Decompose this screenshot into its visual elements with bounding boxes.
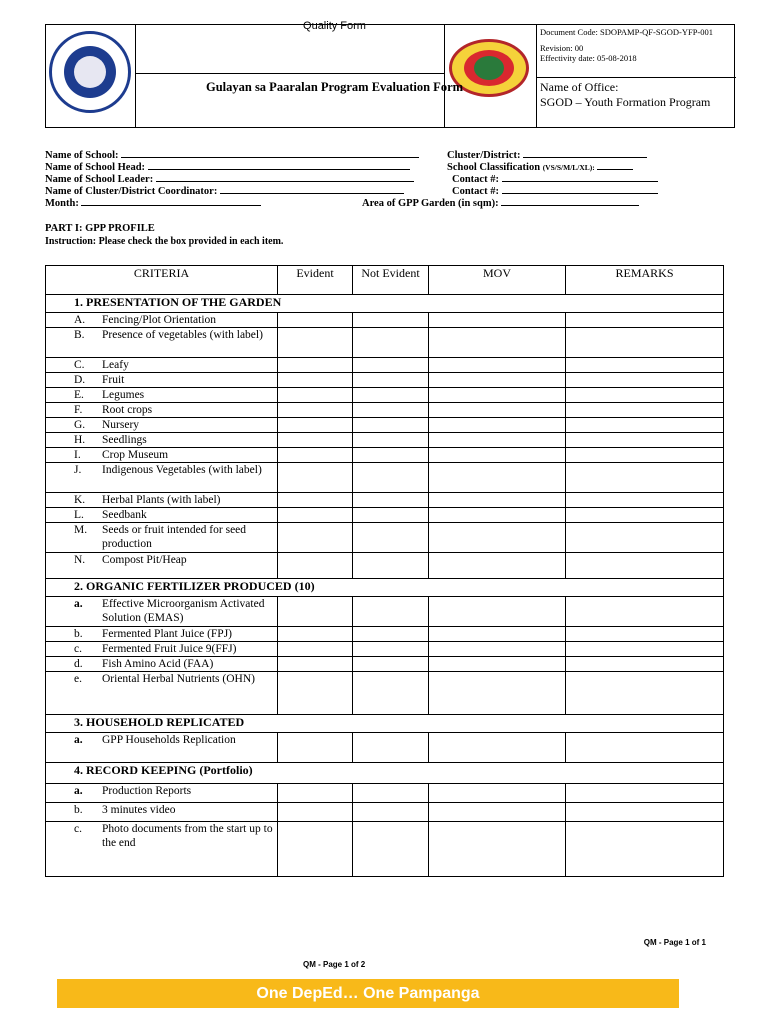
item-letter: a.: [74, 785, 83, 797]
part1-title: PART I: GPP PROFILE: [45, 223, 155, 234]
mov-cell[interactable]: [429, 733, 566, 763]
page-number-right: QM - Page 1 of 1: [643, 938, 706, 947]
not-evident-checkbox-cell[interactable]: [353, 463, 429, 493]
evident-checkbox-cell[interactable]: [278, 657, 353, 672]
table-row: [46, 642, 724, 657]
item-text: Legumes: [102, 389, 145, 401]
table-row: [46, 418, 724, 433]
header-criteria: CRITERIA: [46, 266, 278, 295]
table-row: [46, 627, 724, 642]
table-row: [46, 463, 724, 493]
evident-checkbox-cell[interactable]: [278, 328, 353, 358]
table-body: [46, 295, 724, 877]
criteria-cell: [46, 784, 278, 803]
remarks-cell[interactable]: [566, 388, 724, 403]
section-title: 2. ORGANIC FERTILIZER PRODUCED (10): [46, 579, 724, 597]
mov-cell[interactable]: [429, 642, 566, 657]
table-row: [46, 733, 724, 763]
remarks-cell[interactable]: [566, 418, 724, 433]
mov-cell[interactable]: [429, 508, 566, 523]
criteria-cell: [46, 358, 278, 373]
item-letter: c.: [74, 823, 82, 835]
item-letter: b.: [74, 804, 83, 816]
criteria-cell: [46, 672, 278, 715]
form-title: Gulayan sa Paaralan Program Evaluation Form: [205, 80, 464, 94]
school-leader-field[interactable]: Name of School Leader:: [45, 172, 414, 186]
evident-checkbox-cell[interactable]: [278, 553, 353, 579]
item-text: Oriental Herbal Nutrients (OHN): [102, 673, 255, 685]
remarks-cell[interactable]: [566, 493, 724, 508]
remarks-cell[interactable]: [566, 733, 724, 763]
evident-checkbox-cell[interactable]: [278, 373, 353, 388]
mov-cell[interactable]: [429, 433, 566, 448]
garden-area-field[interactable]: Area of GPP Garden (in sqm):: [362, 196, 639, 210]
item-letter: B.: [74, 329, 85, 341]
remarks-cell[interactable]: [566, 523, 724, 553]
quality-form-label: Quality Form: [303, 20, 366, 32]
table-row: [46, 822, 724, 877]
evident-checkbox-cell[interactable]: [278, 403, 353, 418]
evident-checkbox-cell[interactable]: [278, 822, 353, 877]
not-evident-checkbox-cell[interactable]: [353, 373, 429, 388]
item-text: Herbal Plants (with label): [102, 494, 221, 506]
table-row: [46, 433, 724, 448]
remarks-cell[interactable]: [566, 328, 724, 358]
item-letter: c.: [74, 643, 82, 655]
header-evident: Evident: [278, 266, 353, 295]
section-title: 4. RECORD KEEPING (Portfolio): [46, 763, 724, 784]
mov-cell[interactable]: [429, 328, 566, 358]
item-text: Seeds or fruit intended for seed production: [102, 524, 247, 550]
table-row: [46, 358, 724, 373]
section-title: 3. HOUSEHOLD REPLICATED: [46, 715, 724, 733]
table-row: [46, 313, 724, 328]
table-row: [46, 388, 724, 403]
criteria-cell: [46, 448, 278, 463]
evident-checkbox-cell[interactable]: [278, 313, 353, 328]
remarks-cell[interactable]: [566, 403, 724, 418]
evident-checkbox-cell[interactable]: [278, 463, 353, 493]
table-row: [46, 784, 724, 803]
not-evident-checkbox-cell[interactable]: [353, 672, 429, 715]
evident-checkbox-cell[interactable]: [278, 433, 353, 448]
criteria-cell: [46, 642, 278, 657]
item-letter: C.: [74, 359, 85, 371]
item-letter: a.: [74, 598, 83, 610]
footer-banner: One DepEd… One Pampanga: [57, 979, 679, 1008]
item-letter: I.: [74, 449, 81, 461]
evident-checkbox-cell[interactable]: [278, 672, 353, 715]
mov-cell[interactable]: [429, 784, 566, 803]
criteria-cell: [46, 373, 278, 388]
item-text: Indigenous Vegetables (with label): [102, 464, 262, 476]
remarks-cell[interactable]: [566, 784, 724, 803]
header-not-evident: Not Evident: [353, 266, 429, 295]
table-row: [46, 553, 724, 579]
mov-cell[interactable]: [429, 657, 566, 672]
school-name-field[interactable]: Name of School:: [45, 148, 419, 162]
criteria-cell: [46, 403, 278, 418]
item-text: Fermented Fruit Juice 9(FFJ): [102, 643, 237, 655]
evident-checkbox-cell[interactable]: [278, 597, 353, 627]
criteria-cell: [46, 313, 278, 328]
coordinator-field[interactable]: Name of Cluster/District Coordinator:: [45, 184, 404, 198]
evident-checkbox-cell[interactable]: [278, 803, 353, 822]
evident-checkbox-cell[interactable]: [278, 358, 353, 373]
criteria-table: [45, 265, 724, 877]
not-evident-checkbox-cell[interactable]: [353, 627, 429, 642]
item-letter: F.: [74, 404, 83, 416]
document-info: [540, 27, 736, 63]
not-evident-checkbox-cell[interactable]: [353, 597, 429, 627]
evident-checkbox-cell[interactable]: [278, 642, 353, 657]
item-text: GPP Households Replication: [102, 734, 236, 746]
remarks-cell[interactable]: [566, 627, 724, 642]
evident-checkbox-cell[interactable]: [278, 508, 353, 523]
item-text: Root crops: [102, 404, 153, 416]
criteria-cell: [46, 597, 278, 627]
mov-cell[interactable]: [429, 627, 566, 642]
criteria-cell: [46, 523, 278, 553]
remarks-cell[interactable]: [566, 597, 724, 627]
item-letter: b.: [74, 628, 83, 640]
section-row: [46, 295, 724, 313]
remarks-cell[interactable]: [566, 672, 724, 715]
item-text: Fish Amino Acid (FAA): [102, 658, 214, 670]
page-number-center: QM - Page 1 of 2: [303, 960, 366, 969]
not-evident-checkbox-cell[interactable]: [353, 433, 429, 448]
section-title: 1. PRESENTATION OF THE GARDEN: [46, 295, 724, 313]
evident-checkbox-cell[interactable]: [278, 388, 353, 403]
item-text: Seedlings: [102, 434, 147, 446]
item-text: Nursery: [102, 419, 140, 431]
item-letter: L.: [74, 509, 84, 521]
item-text: Photo documents from the start up to the end: [102, 823, 273, 849]
school-classification-field[interactable]: School Classification (VS/S/M/L/XL):: [447, 160, 633, 174]
item-text: Fencing/Plot Orientation: [102, 314, 217, 326]
remarks-cell[interactable]: [566, 448, 724, 463]
not-evident-checkbox-cell[interactable]: [353, 358, 429, 373]
item-letter: M.: [74, 524, 88, 536]
remarks-cell[interactable]: [566, 822, 724, 877]
item-text: Production Reports: [102, 785, 192, 797]
item-text: Effective Microorganism Activated Solution (EMAS): [102, 598, 265, 624]
mov-cell[interactable]: [429, 418, 566, 433]
mov-cell[interactable]: [429, 463, 566, 493]
document-code: Document Code: SDOPAMP-QF-SGOD-YFP-001: [540, 27, 714, 37]
not-evident-checkbox-cell[interactable]: [353, 523, 429, 553]
remarks-cell[interactable]: [566, 313, 724, 328]
remarks-cell[interactable]: [566, 657, 724, 672]
table-row: [46, 672, 724, 715]
item-letter: K.: [74, 494, 86, 506]
evident-checkbox-cell[interactable]: [278, 448, 353, 463]
header-mov: MOV: [429, 266, 566, 295]
item-letter: D.: [74, 374, 86, 386]
item-letter: G.: [74, 419, 86, 431]
remarks-cell[interactable]: [566, 463, 724, 493]
mov-cell[interactable]: [429, 553, 566, 579]
office-label: Name of Office:: [540, 80, 619, 94]
evident-checkbox-cell[interactable]: [278, 493, 353, 508]
item-text: Seedbank: [102, 509, 147, 521]
item-text: Presence of vegetables (with label): [102, 329, 263, 341]
item-letter: E.: [74, 389, 84, 401]
criteria-cell: [46, 463, 278, 493]
item-text: Compost Pit/Heap: [102, 554, 187, 566]
not-evident-checkbox-cell[interactable]: [353, 508, 429, 523]
not-evident-checkbox-cell[interactable]: [353, 388, 429, 403]
not-evident-checkbox-cell[interactable]: [353, 822, 429, 877]
contact-field-1[interactable]: Contact #:: [452, 172, 658, 186]
remarks-cell[interactable]: [566, 803, 724, 822]
item-letter: H.: [74, 434, 86, 446]
evident-checkbox-cell[interactable]: [278, 627, 353, 642]
not-evident-checkbox-cell[interactable]: [353, 642, 429, 657]
item-letter: J.: [74, 464, 82, 476]
item-text: Leafy: [102, 359, 129, 371]
not-evident-checkbox-cell[interactable]: [353, 418, 429, 433]
item-letter: A.: [74, 314, 86, 326]
criteria-cell: [46, 657, 278, 672]
header-remarks: REMARKS: [566, 266, 724, 295]
item-letter: a.: [74, 734, 83, 746]
table-row: [46, 493, 724, 508]
criteria-cell: [46, 508, 278, 523]
table-row: [46, 803, 724, 822]
left-seal-logo: [49, 31, 131, 113]
mov-cell[interactable]: [429, 358, 566, 373]
not-evident-checkbox-cell[interactable]: [353, 803, 429, 822]
criteria-cell: [46, 553, 278, 579]
section-row: [46, 763, 724, 784]
office-name: SGOD – Youth Formation Program: [540, 95, 711, 109]
item-text: Crop Museum: [102, 449, 169, 461]
criteria-cell: [46, 328, 278, 358]
month-field[interactable]: Month:: [45, 196, 261, 210]
remarks-cell[interactable]: [566, 358, 724, 373]
remarks-cell[interactable]: [566, 433, 724, 448]
table-row: [46, 448, 724, 463]
item-text: Fermented Plant Juice (FPJ): [102, 628, 232, 640]
mov-cell[interactable]: [429, 822, 566, 877]
part1-instruction: Instruction: Please check the box provided in each item.: [45, 236, 284, 247]
table-row: [46, 597, 724, 627]
mov-cell[interactable]: [429, 448, 566, 463]
criteria-cell: [46, 433, 278, 448]
mov-cell[interactable]: [429, 803, 566, 822]
criteria-cell: [46, 418, 278, 433]
mov-cell[interactable]: [429, 597, 566, 627]
school-head-field[interactable]: Name of School Head:: [45, 160, 410, 174]
criteria-cell: [46, 803, 278, 822]
evident-checkbox-cell[interactable]: [278, 784, 353, 803]
remarks-cell[interactable]: [566, 553, 724, 579]
table-row: [46, 328, 724, 358]
mov-cell[interactable]: [429, 493, 566, 508]
mov-cell[interactable]: [429, 523, 566, 553]
evident-checkbox-cell[interactable]: [278, 418, 353, 433]
table-row: [46, 403, 724, 418]
not-evident-checkbox-cell[interactable]: [353, 328, 429, 358]
section-row: [46, 715, 724, 733]
item-letter: d.: [74, 658, 83, 670]
table-row: [46, 657, 724, 672]
table-row: [46, 523, 724, 553]
mov-cell[interactable]: [429, 672, 566, 715]
table-header-row: [46, 266, 724, 295]
criteria-cell: [46, 627, 278, 642]
not-evident-checkbox-cell[interactable]: [353, 403, 429, 418]
office-info: [540, 80, 736, 110]
remarks-cell[interactable]: [566, 373, 724, 388]
contact-field-2[interactable]: Contact #:: [452, 184, 658, 198]
item-text: 3 minutes video: [102, 804, 176, 816]
criteria-cell: [46, 493, 278, 508]
table-row: [46, 373, 724, 388]
mov-cell[interactable]: [429, 403, 566, 418]
table-row: [46, 508, 724, 523]
criteria-cell: [46, 822, 278, 877]
not-evident-checkbox-cell[interactable]: [353, 493, 429, 508]
not-evident-checkbox-cell[interactable]: [353, 657, 429, 672]
not-evident-checkbox-cell[interactable]: [353, 313, 429, 328]
criteria-cell: [46, 388, 278, 403]
not-evident-checkbox-cell[interactable]: [353, 733, 429, 763]
mov-cell[interactable]: [429, 388, 566, 403]
revision: Revision: 00: [540, 43, 584, 53]
mov-cell[interactable]: [429, 313, 566, 328]
mov-cell[interactable]: [429, 373, 566, 388]
item-letter: N.: [74, 554, 86, 566]
not-evident-checkbox-cell[interactable]: [353, 553, 429, 579]
section-row: [46, 579, 724, 597]
not-evident-checkbox-cell[interactable]: [353, 784, 429, 803]
effectivity-date: Effectivity date: 05-08-2018: [540, 53, 637, 63]
remarks-cell[interactable]: [566, 642, 724, 657]
criteria-cell: [46, 733, 278, 763]
cluster-district-field[interactable]: Cluster/District:: [447, 148, 647, 162]
not-evident-checkbox-cell[interactable]: [353, 448, 429, 463]
evident-checkbox-cell[interactable]: [278, 733, 353, 763]
remarks-cell[interactable]: [566, 508, 724, 523]
item-letter: e.: [74, 673, 82, 685]
item-text: Fruit: [102, 374, 125, 386]
evident-checkbox-cell[interactable]: [278, 523, 353, 553]
